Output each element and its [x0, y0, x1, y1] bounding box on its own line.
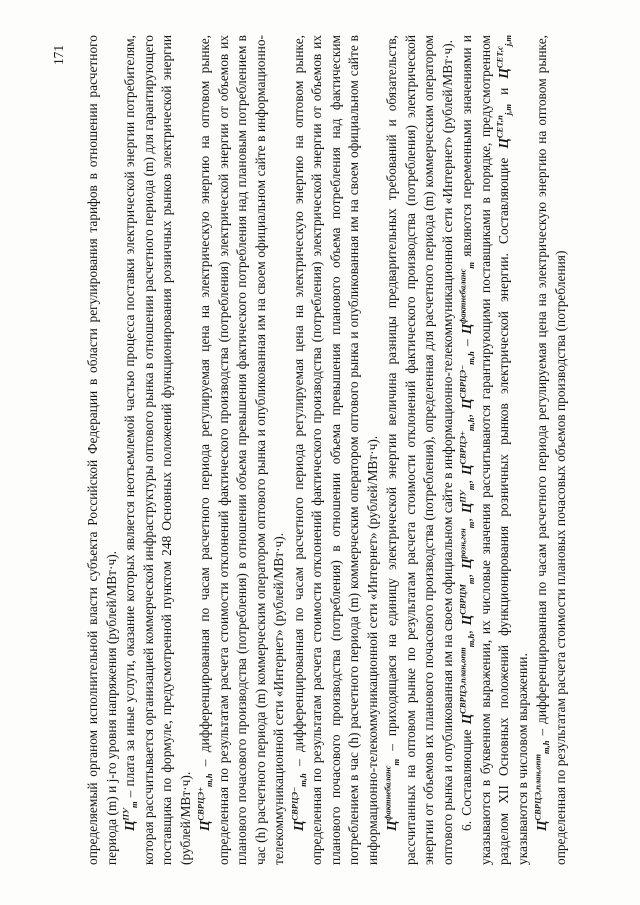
- formula-symbol: $Ц^{СВРЦЭ+}_{m,h}$: [195, 773, 214, 831]
- paragraph-plan-price: $Ц^{СВРЦЭ,план,опт}_{m,h}$ – дифференцированная по часам расчетного периода регулируемая цена на электрическую энергию на оптовом рынке, определенная по результатам расчета стоимости плановых почасовых объемов производства (потребления): [532, 35, 568, 865]
- paragraph-price-plus: $Ц^{СВРЦЭ+}_{m,h}$ – дифференцированная по часам расчетного периода регулируемая цена на электрическую энергию на оптовом рынке, определенная по результатам расчета стоимости отклонений фактического производства (потребления) электрической энергии от объемов их планового почасового производства (потребления) в отношении объема превышения фактического потребления над плановым потреблением в час (h) расчетного периода (m) коммерческим оператором оптового рынка и опубликованная им на своем официальном сайте в информационно-телекоммуникационной сети «Интернет» (рублей/МВт·ч).: [195, 35, 286, 865]
- paragraph-item-6: 6. Составляющие $Ц^{СВРЦЭ,план,опт}_{m,h}$, $Ц^{СВРЦМ}_m$, $Ц^{розн,ген}_m$, $Ц^{ПУ}_m$, $Ц^{СВРЦЭ+}_{m,h}$, $Ц^{СВРЦЭ-}_{m,h} - Ц^{фактнебаланс}_m$ являются переменными значениями и указываются в буквенном выражении, их числовые значения рассчитываются гарантирующими поставщиками в порядке, предусмотренном разделом XII Основных положений функционирования розничных рынков электрической энергии. Составляющие $Ц^{СЕТ,п}_{j,m}$ и $Ц^{СЕТ,с}_{j,m}$ указываются в числовом выражении.: [457, 35, 530, 865]
- page-content: [50, 35, 590, 865]
- formula-symbol: $Ц^{СВРЦЭ,план,опт}_{m,h}$: [457, 633, 476, 725]
- formula-symbol: $Ц^{СВРЦЭ-}_{m,h}$: [288, 773, 308, 831]
- body-text: [84, 35, 570, 865]
- formula-symbol: $Ц^{фактнебаланс}_m$: [457, 261, 476, 335]
- formula-symbol: $Ц^{СЕТ,п}_{j,m}$: [494, 104, 513, 149]
- formula-symbol: $Ц^{СВРЦЭ,план,опт}_{m,h}$: [532, 740, 551, 831]
- formula-symbol: $Ц^{фактнебаланс}_m$: [382, 758, 401, 831]
- page-number: 171: [51, 44, 66, 66]
- formula-symbol: $Ц^{СВРЦЭ+}_{m,h}$: [457, 417, 476, 475]
- formula-symbol: $Ц^{ПУ}_m$: [120, 801, 139, 831]
- paragraph-imbalance: $Ц^{фактнебаланс}_m$ – приходящаяся на единицу электрической энергии величина разницы предварительных требований и обязательств, рассчитанных на оптовом рынке по результатам расчета стоимости отклонений фактического производства (потребления) электрической энергии от объемов их планового почасового производства (потребления), определенная для расчетного периода (m) коммерческим оператором оптового рынка и опубликованная им на своем официальном сайте в информационно-телекоммуникационной сети «Интернет» (рублей/МВт·ч).: [382, 35, 455, 865]
- formula-symbol: $Ц^{СЕТ,с}_{j,m}$: [494, 35, 513, 79]
- formula-symbol: $Ц^{СВРЦЭ-}_{m,h}$: [457, 351, 476, 409]
- paragraph-price-minus: $Ц^{СВРЦЭ-}_{m,h}$ – дифференцированная по часам расчетного периода регулируемая цена на электрическую энергию на оптовом рынке, определенная по результатам расчета стоимости отклонений фактического производства (потребления) электрической энергии от объемов их планового почасового производства (потребления) в отношении объема превышения планового объема потребления над фактическим потреблением в час (h) расчетного периода (m) коммерческим оператором оптового рынка и опубликованная им на своем официальном сайте в информационно-телекоммуникационной сети «Интернет» (рублей/МВт·ч).: [288, 35, 380, 865]
- paragraph-services-fee: $Ц^{ПУ}_m$ – плата за иные услуги, оказание которых является неотъемлемой частью процесса поставки электрической энергии потребителям, которая рассчитывается организацией коммерческой инфраструктуры оптового рынка в отношении расчетного периода (m) для гарантирующего поставщика по формуле, предусмотренной пунктом 248 Основных положений функционирования розничных рынков электрической энергии (рублей/МВт·ч).: [120, 35, 193, 865]
- formula-symbol: $Ц^{СВРЦМ}_m$: [457, 577, 476, 626]
- formula-symbol: $Ц^{ПУ}_m$: [457, 483, 476, 514]
- paragraph-tariff-continuation: определяемый органом исполнительной власти субъекта Российской Федерации в области регулирования тарифов в отношении расчетного периода (m) и j-го уровня напряжения (рублей/МВт·ч).: [85, 35, 119, 865]
- formula-symbol: $Ц^{розн,ген}_m$: [457, 521, 476, 569]
- rotated-text-block: [50, 35, 590, 865]
